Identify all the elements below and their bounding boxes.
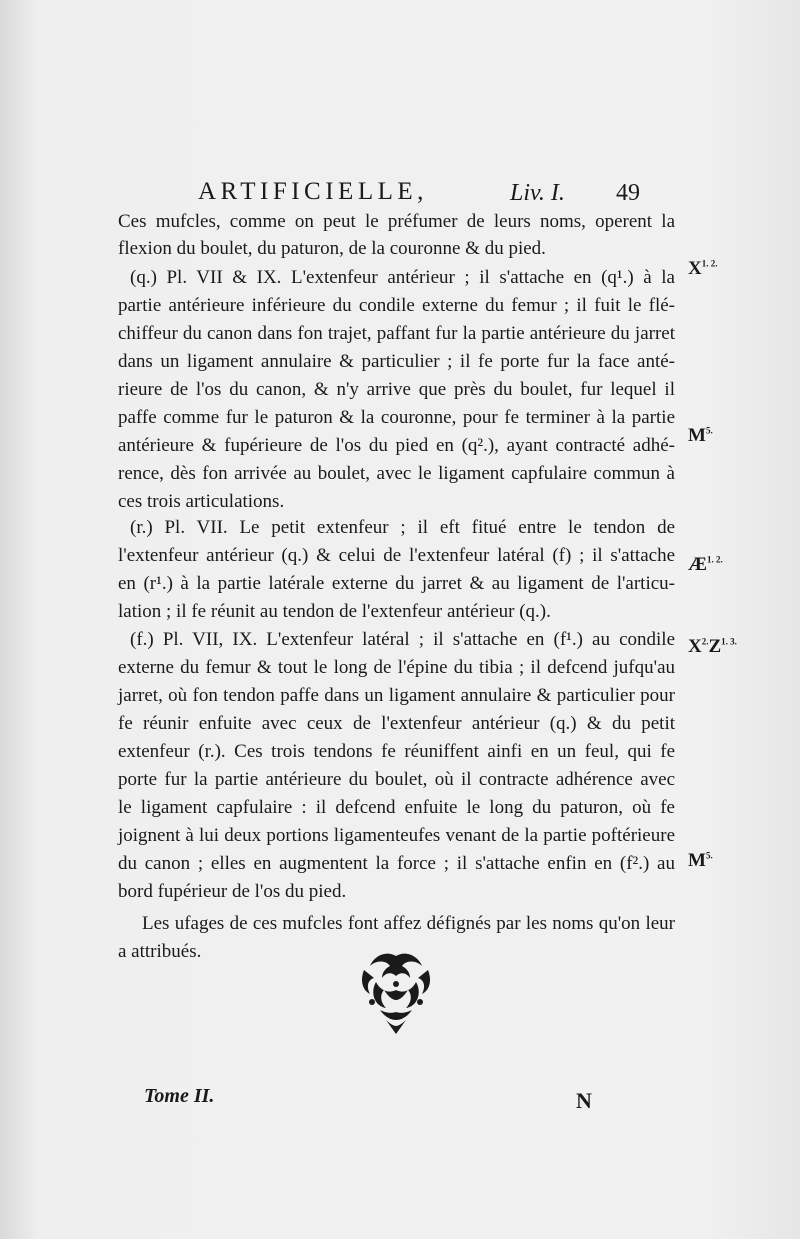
text-line: jarret, où fon tendon paffe dans un ligament annulaire & particulier pour [118, 685, 675, 706]
text-line: partie antérieure inférieure du condile externe du femur ; il fuit le flé- [118, 295, 675, 316]
margin-note: $X^{1. 2.}$ [688, 258, 718, 279]
margin-note: $M^{5.}$ [688, 850, 713, 871]
page-number: 49 [616, 180, 640, 206]
text-line: externe du femur & tout le long de l'épine du tibia ; il defcend jufqu'au [118, 657, 675, 678]
text-line: ces trois articulations. [118, 491, 285, 512]
text-line: (q.) Pl. VII & IX. L'extenfeur antérieur ; il s'attache en (q¹.) à la [130, 267, 675, 288]
text-line: rence, dès fon arrivée au boulet, avec le ligament capfulaire commun à [118, 463, 675, 484]
text-line: a attribués. [118, 941, 202, 962]
text-line: chiffeur du canon dans fon trajet, paffant fur la partie antérieure du jarret [118, 323, 675, 344]
text-line: antérieure & fupérieure de l'os du pied en (q².), ayant contracté adhé- [118, 435, 675, 456]
text-line: en (r¹.) à la partie latérale externe du jarret & au ligament de l'articu- [118, 573, 675, 594]
text-line: paffe comme fur le paturon & la couronne, pour fe terminer à la partie [118, 407, 675, 428]
text-line: fe réunir enfuite avec ceux de l'extenfeur antérieur (q.) & du petit [118, 713, 675, 734]
running-title: ARTIFICIELLE, [198, 178, 428, 205]
text-line: joignent à lui deux portions ligamenteufes venant de la partie poftérieure [118, 825, 675, 846]
text-line: du canon ; elles en augmentent la force ; il s'attache enfin en (f².) au [118, 853, 675, 874]
text-line: dans un ligament annulaire & particulier ; il fe porte fur la face anté- [118, 351, 675, 372]
text-line: Ces mufcles, comme on peut le préfumer de leurs noms, operent la [118, 211, 675, 232]
signature-mark: N [576, 1088, 592, 1113]
text-line: Les ufages de ces mufcles font affez défignés par les noms qu'on leur [142, 913, 675, 934]
text-line: lation ; il fe réunit au tendon de l'extenfeur antérieur (q.). [118, 601, 551, 622]
text-line: bord fupérieur de l'os du pied. [118, 881, 347, 902]
margin-note: $M^{5.}$ [688, 425, 713, 446]
text-line: (f.) Pl. VII, IX. L'extenfeur latéral ; il s'attache en (f¹.) au condile [130, 629, 675, 650]
decorative-ornament-icon [356, 950, 436, 1036]
running-book-reference: Liv. I. [510, 180, 565, 206]
margin-note: $Æ^{1. 2.}$ [688, 554, 723, 575]
running-header [198, 178, 658, 212]
text-line: le ligament capfulaire : il defcend enfuite le long du paturon, où fe [118, 797, 675, 818]
text-line: rieure de l'os du canon, & n'y arrive que près du boulet, fur lequel il [118, 379, 675, 400]
volume-label: Tome II. [144, 1085, 215, 1107]
text-line: extenfeur (r.). Ces trois tendons fe réuniffent ainfi en un feul, qui fe [118, 741, 675, 762]
margin-note: $X^{2.}Z^{1. 3.}$ [688, 636, 737, 657]
text-line: l'extenfeur antérieur (q.) & celui de l'extenfeur latéral (f) ; il s'attache [118, 545, 675, 566]
text-line: flexion du boulet, du paturon, de la couronne & du pied. [118, 238, 546, 259]
text-line: (r.) Pl. VII. Le petit extenfeur ; il eft fitué entre le tendon de [130, 517, 675, 538]
text-line: porte fur la partie antérieure du boulet, où il contracte adhérence avec [118, 769, 675, 790]
